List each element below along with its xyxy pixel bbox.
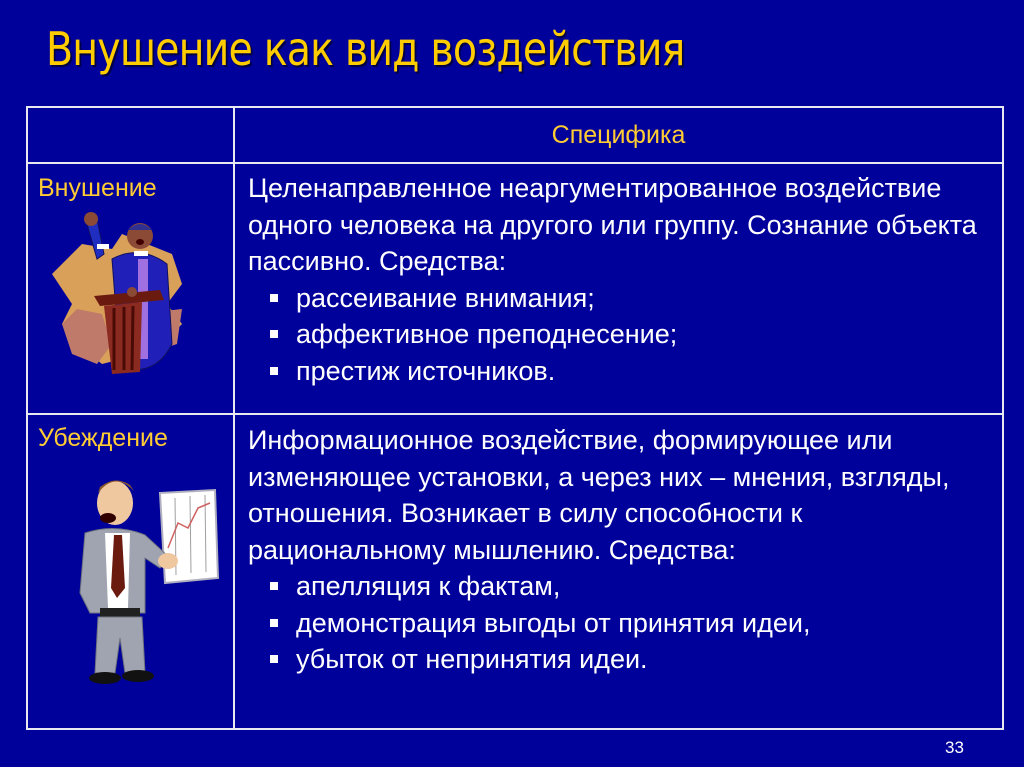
suggestion-description-cell	[248, 170, 992, 389]
slide-title: Внушение как вид воздействия	[46, 22, 685, 76]
column-header-specifics: Специфика	[551, 120, 686, 149]
persuasion-description: Информационное воздействие, формирующее или изменяющее установки, а через них – мнения, взгляды, отношения. Возникает в силу способности к рациональному мышлению. Средства:	[248, 425, 950, 565]
list-item: аффективное преподнесение;	[270, 316, 992, 353]
list-item: престиж источников.	[270, 353, 992, 390]
list-item: апелляция к фактам,	[270, 568, 992, 605]
row-label-persuasion: Убеждение	[38, 424, 168, 452]
suggestion-description: Целенаправленное неаргументированное воздействие одного человека на другого или группу. Сознание объекта пассивно. Средства:	[248, 173, 977, 276]
square-bullet-icon	[270, 294, 278, 302]
persuasion-means-list	[248, 568, 992, 678]
square-bullet-icon	[270, 655, 278, 663]
suggestion-means-list	[248, 280, 992, 390]
square-bullet-icon	[270, 619, 278, 627]
row-divider-header	[28, 162, 1002, 164]
square-bullet-icon	[270, 330, 278, 338]
list-item: рассеивание внимания;	[270, 280, 992, 317]
page-number: 33	[945, 738, 964, 757]
list-item: убыток от непринятия идеи.	[270, 641, 992, 678]
square-bullet-icon	[270, 582, 278, 590]
square-bullet-icon	[270, 367, 278, 375]
row-label-suggestion: Внушение	[38, 174, 157, 202]
column-divider	[233, 108, 235, 728]
comparison-table	[26, 106, 1004, 730]
persuasion-description-cell	[248, 422, 992, 678]
list-item: демонстрация выгоды от принятия идеи,	[270, 605, 992, 642]
presenter-with-chart-icon	[50, 463, 220, 688]
preacher-at-podium-icon	[42, 204, 192, 382]
row-divider-middle	[28, 413, 1002, 415]
